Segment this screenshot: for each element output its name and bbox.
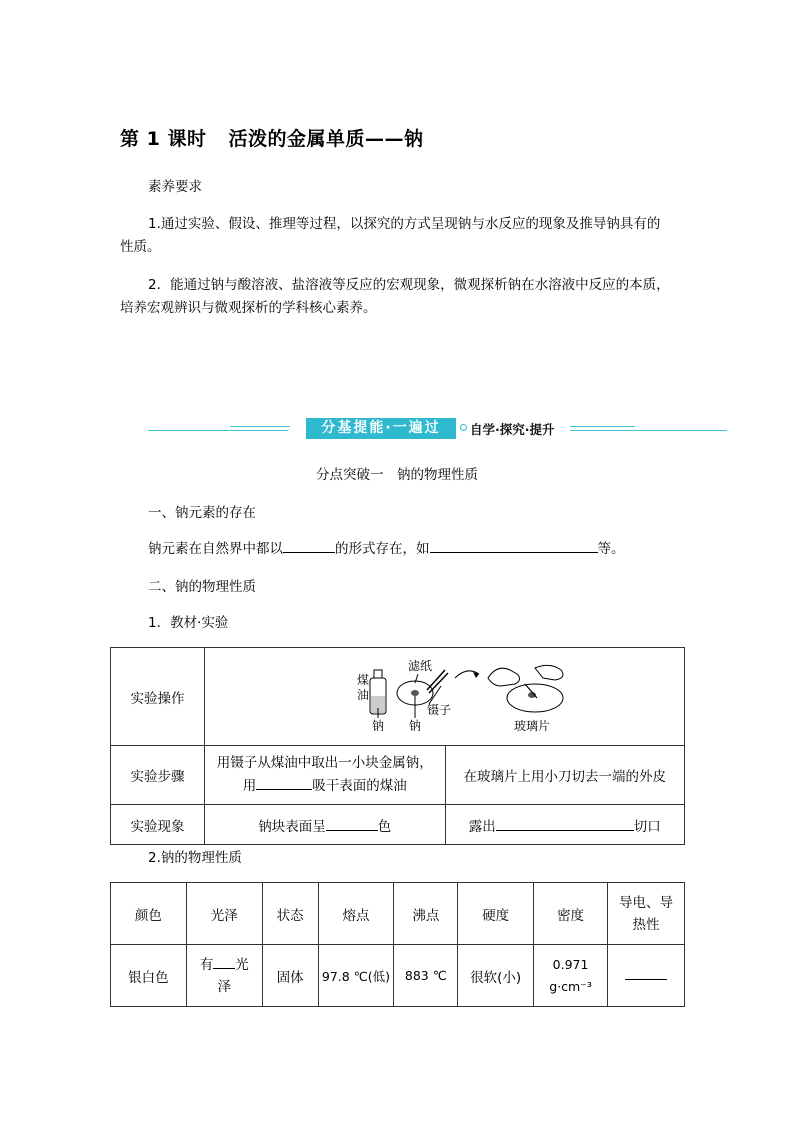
heading-existence: 一、钠元素的存在 xyxy=(148,505,256,521)
fill-blank xyxy=(283,538,335,553)
banner-rule-left-short xyxy=(230,426,290,427)
banner-rule-right xyxy=(570,430,727,431)
glass-plate-icon xyxy=(507,684,563,712)
value-luster: 有 光 泽 xyxy=(186,945,262,1007)
requirement-2-line-b: 培养宏观辨识与微观探析的学科核心素养。 xyxy=(120,300,377,316)
sodium-label-2: 钠 xyxy=(409,719,422,733)
requirement-2-line-a: 2．能通过钠与酸溶液、盐溶液等反应的宏观现象，微观探析钠在水溶液中反应的本质， xyxy=(148,277,670,293)
header-density: 密度 xyxy=(534,883,608,945)
banner-rule-right-short xyxy=(570,426,635,427)
fill-blank xyxy=(625,971,667,980)
requirements-heading: 素养要求 xyxy=(148,179,202,195)
header-color: 颜色 xyxy=(111,883,187,945)
glass-label: 玻璃片 xyxy=(514,719,551,733)
exp-row-label: 实验步骤 xyxy=(111,746,205,805)
exp-step-left xyxy=(205,746,446,805)
value-density: 0.971 g·cm⁻³ xyxy=(534,945,608,1007)
properties-table xyxy=(110,882,685,1007)
banner-tag: 自学·探究·提升 xyxy=(470,422,555,437)
requirement-1-line-b: 性质。 xyxy=(120,239,161,255)
experiment-diagram-cell xyxy=(205,648,685,746)
lesson-name: 活泼的金属单质——钠 xyxy=(228,128,424,150)
sodium-piece-icon xyxy=(411,690,419,696)
header-state: 状态 xyxy=(262,883,318,945)
exp-observation-right: 露出 切口 xyxy=(445,805,685,845)
lesson-title xyxy=(120,124,423,151)
value-melting: 97.8 ℃(低) xyxy=(318,945,394,1007)
experiment-table xyxy=(110,647,685,845)
existence-text-c: 等。 xyxy=(597,541,625,557)
exp-row-label: 实验操作 xyxy=(111,648,205,746)
existence-text-b: 的形式存在，如 xyxy=(335,541,430,557)
value-state: 固体 xyxy=(262,945,318,1007)
header-hardness: 硬度 xyxy=(458,883,534,945)
heading-physical-props: 二、钠的物理性质 xyxy=(148,579,256,595)
header-luster: 光泽 xyxy=(186,883,262,945)
heading-sodium-properties: 2.钠的物理性质 xyxy=(148,850,242,866)
banner-rule-left xyxy=(148,430,288,431)
value-conductivity xyxy=(608,945,685,1007)
exp-step-left-b: 用 吸干表面的煤油 xyxy=(205,775,445,798)
tweezers-label: 镊子 xyxy=(427,703,452,717)
value-boiling: 883 ℃ xyxy=(394,945,458,1007)
heading-textbook-experiment: 1．教材·实验 xyxy=(148,615,229,631)
exp-observation-left: 钠块表面呈 色 xyxy=(205,805,446,845)
existence-text-a: 钠元素在自然界中都以 xyxy=(148,541,283,557)
banner-title: 分基提能·一遍过 xyxy=(306,418,456,439)
requirement-1-line-a: 1.通过实验、假设、推理等过程，以探究的方式呈现钠与水反应的现象及推导钠具有的 xyxy=(148,216,661,232)
fill-blank xyxy=(213,954,235,969)
section-title: 分点突破一 钠的物理性质 xyxy=(316,467,478,483)
header-boiling: 沸点 xyxy=(394,883,458,945)
exp-step-left-a: 用镊子从煤油中取出一小块金属钠， xyxy=(216,755,433,771)
banner-dot-icon xyxy=(460,424,467,431)
fill-blank xyxy=(326,816,378,831)
kerosene-label-2: 油 xyxy=(357,688,370,702)
fill-blank xyxy=(496,816,634,831)
header-melting: 熔点 xyxy=(318,883,394,945)
bottle-cap-icon xyxy=(374,670,382,678)
existence-paragraph xyxy=(148,538,625,560)
fill-blank xyxy=(430,538,598,553)
fill-blank xyxy=(256,775,312,790)
sodium-label-1: 钠 xyxy=(372,719,385,733)
exp-row-label: 实验现象 xyxy=(111,805,205,845)
hand-icon xyxy=(535,665,563,680)
filter-paper-label: 滤纸 xyxy=(408,659,433,673)
lesson-number: 第 1 课时 xyxy=(120,128,207,150)
header-conductivity: 导电、导 热性 xyxy=(608,883,685,945)
value-hardness: 很软(小) xyxy=(458,945,534,1007)
kerosene-label-1: 煤 xyxy=(357,673,370,687)
hand-icon xyxy=(488,668,520,686)
value-color: 银白色 xyxy=(111,945,187,1007)
exp-step-right: 在玻璃片上用小刀切去一端的外皮 xyxy=(445,746,685,805)
experiment-diagram xyxy=(205,648,684,745)
